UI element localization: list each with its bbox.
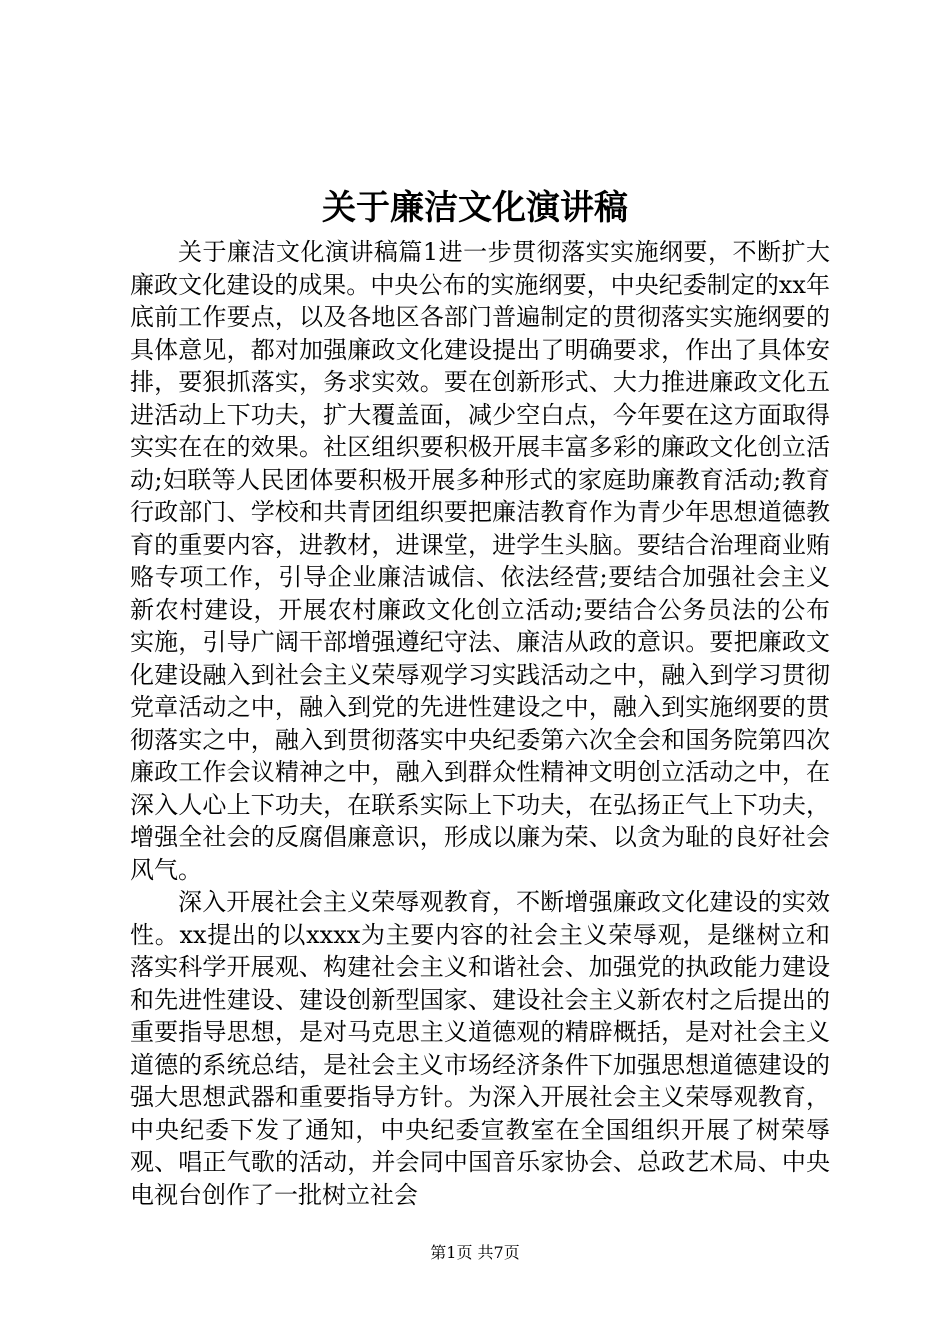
body-paragraph: 关于廉洁文化演讲稿篇1进一步贯彻落实实施纲要，不断扩大廉政文化建设的成果。中央公布的实施纲要，中央纪委制定的xx年底前工作要点，以及各地区各部门普遍制定的贯彻落实实施纲要的具体意见，都对加强廉政文化建设提出了明确要求，作出了具体安排，要狠抓落实，务求实效。要在创新形式、大力推进廉政文化五进活动上下功夫，扩大覆盖面，减少空白点，今年要在这方面取得实实在在的效果。社区组织要积极开展丰富多彩的廉政文化创立活动;妇联等人民团体要积极开展多种形式的家庭助廉教育活动;教育行政部门、学校和共青团组织要把廉洁教育作为青少年思想道德教育的重要内容，进教材，进课堂，进学生头脑。要结合治理商业贿赂专项工作，引导企业廉洁诚信、依法经营;要结合加强社会主义新农村建设，开展农村廉政文化创立活动;要结合公务员法的公布实施，引导广阔干部增强遵纪守法、廉洁从政的意识。要把廉政文化建设融入到社会主义荣辱观学习实践活动之中，融入到学习贯彻党章活动之中，融入到党的先进性建设之中，融入到实施纲要的贯彻落实之中，融入到贯彻落实中央纪委第六次全会和国务院第四次廉政工作会议精神之中，融入到群众性精神文明创立活动之中，在深入人心上下功夫，在联系实际上下功夫，在弘扬正气上下功夫，增强全社会的反腐倡廉意识，形成以廉为荣、以贪为耻的良好社会风气。 xyxy=(130,238,830,884)
page-number: 第1页 共7页 xyxy=(430,1243,520,1262)
document-title: 关于廉洁文化演讲稿 xyxy=(322,188,628,228)
document-body xyxy=(130,236,830,1211)
body-paragraph: 深入开展社会主义荣辱观教育，不断增强廉政文化建设的实效性。xx提出的以xxxx为主要内容的社会主义荣辱观，是继树立和落实科学开展观、构建社会主义和谐社会、加强党的执政能力建设和先进性建设、建设创新型国家、建设社会主义新农村之后提出的重要指导思想，是对马克思主义道德观的精辟概括，是对社会主义道德的系统总结，是社会主义市场经济条件下加强思想道德建设的强大思想武器和重要指导方针。为深入开展社会主义荣辱观教育，中央纪委下发了通知，中央纪委宣教室在全国组织开展了树荣辱观、唱正气歌的活动，并会同中国音乐家协会、总政艺术局、中央电视台创作了一批树立社会 xyxy=(130,888,830,1209)
